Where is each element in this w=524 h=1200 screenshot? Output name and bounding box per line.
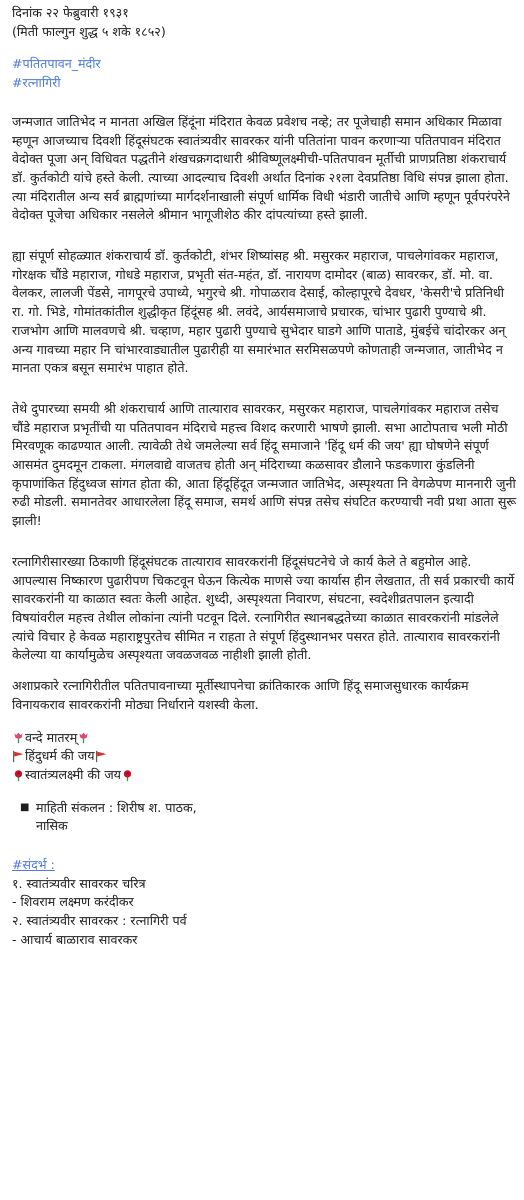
post-paragraph: तेथे दुपारच्या समयी श्री शंकराचार्य आणि तात्याराव सावरकर, मसुरकर महाराज, पाचलेगांवकर महाराज तसेच चौंडे महाराज प्रभृतींची या पतितपावन मंदिराचे महत्त्व विशद करणारी भाषणे झाली. सभा आटोपताच भली मोठी मिरवणूक काढण्यात आली. त्यावेळी तेथे जमलेल्या सर्व हिंदू समाजाने 'हिंदू धर्म की जय' ह्या घोषणेने संपूर्ण आसमंत दुमदमून टाकला. मंगलवाद्ये वाजतच होती अन् मंदिराच्या कळसावर डौलाने फडकणारा कुंडलिनी कृपाणांकित हिंदुध्वज सांगत होता की, आता हिंदूहिंदूत जन्मजात जातिभेद, अस्पृश्यता नि वेगळेपण माननारी जुनी रुढी मोडली. समानतेवर आधारलेला हिंदू समाज, समर्थ आणि संपन्न तसेच संघटित करण्याची नवी प्रथा आता सुरू झाली! [12,400,517,529]
slogan-vande-mataram [12,729,518,748]
tulip-icon [77,731,90,744]
rose-icon [12,769,25,782]
reference-line: - शिवराम लक्ष्मण करंदीकर [12,894,134,910]
slogan-hindudharma [12,747,518,766]
hashtag-list [12,55,518,92]
tulip-icon [12,731,25,744]
slogan-text: हिंदुधर्म की जय [25,748,95,764]
post-paragraph: रत्नागिरीसारख्या ठिकाणी हिंदूसंघटक तात्याराव सावरकरांनी हिंदूसंघटनेचे जे कार्य केले ते बहुमोल आहे. आपल्यास निष्कारण पुढारीपण चिकटवून घेऊन कित्येक माणसे ज्या कार्यास हीन लेखतात, ती सर्व प्रकारची कार्ये सावरकरांनी या काळात स्वतः केली आहेत. शुध्दी, अस्पृश्यता निवारण, संघटना, स्वदेशीव्रतपालन इत्यादी विषयांवरील महत्त्व तेथील लोकांना त्यांनी पटवून दिले. रत्नागिरीत स्थानबद्धतेच्या काळात सावरकरांनी मांडलेले त्यांचे विचार हे केवळ महाराष्ट्रपुरतेच सीमित न राहता ते संपूर्ण हिंदुस्थानभर पसरत होते. तात्याराव सावरकरांनी केलेल्या या कार्यामुळेच अस्पृश्यता जवळजवळ नाहीशी झाली होती. [12,553,515,663]
tithi-line: (मिती फाल्गुन शुद्ध ५ शके १८५२) [12,23,166,39]
triangular-flag-icon [95,750,108,763]
post-paragraph: ह्या संपूर्ण सोहळ्यात शंकराचार्य डॉ. कुर्तकोटी, शंभर शिष्यांसह श्री. मसुरकर महाराज, पाचलेगांवकर महाराज, गोरक्षक चौंडे महाराज, गोधडे महाराज, प्रभृती संत-महंत, डॉ. नारायण दामोदर (बाळ) सावरकर, डॉ. मो. वा. वेलकर, लालजी पेंडसे, नागपूरचे उपाध्ये, भगुरचे श्री. गोपाळराव देसाई, कोल्हापूरचे देवधर, 'केसरी'चे प्रतिनिधी रा. गो. भिडे, गोमांतकांतील शुद्धीकृत हिंदूंसह श्री. लवंदे, आर्यसमाजाचे प्रचारक, चांभार पुढारी पुण्याचे श्री. राजभोग आणि मालवणचे श्री. चव्हाण, महार पुढारी पुण्याचे सुभेदार घाडगे आणि पाताडे, मुंबईचे चांदोरकर अन् अन्य गावच्या महार नि चांभारवाड्यातील पुढारीही या समारंभात सरमिसळपणे कोणताही जन्मजात, जातीभेद न मानता एकत्र बसून समारंभ पाहात होते. [12,248,506,376]
bullet-icon: ■ [20,801,30,813]
hashtag-references[interactable]: #संदर्भ : [12,857,55,873]
slogan-list [12,729,518,785]
credit-line: माहिती संकलन : शिरीष श. पाठक, [36,799,197,815]
slogan-text: स्वातंत्र्यलक्ष्मी की जय [25,766,121,782]
credit-line: नासिक [36,818,68,834]
reference-line: २. स्वातंत्र्यवीर सावरकर : रत्नागिरी पर्व [12,913,187,929]
rose-icon [121,769,134,782]
hashtag-patitpavan-mandir[interactable]: #पतितपावन_मंदीर [12,56,101,72]
post-paragraph: अशाप्रकारे रत्नागिरीतील पतितपावनाच्या मूर्तीस्थापनेचा क्रांतिकारक आणि हिंदू समाजसुधारक कार्यक्रम विनायकराव सावरकरांनी मोठ्या निर्धाराने यशस्वी केला. [12,678,469,712]
date-line: दिनांक २२ फेब्रुवारी १९३१ [12,5,129,20]
reference-line: - आचार्य बाळाराव सावरकर [12,931,138,947]
slogan-swatantryalakshmi [12,766,518,785]
triangular-flag-icon [12,750,25,763]
post-header [12,4,518,41]
post-paragraph: जन्मजात जातिभेद न मानता अखिल हिंदूंना मंदिरात केवळ प्रवेशच नव्हे; तर पूजेचाही समान अधिकार मिळावा म्हणून आजच्याच दिवशी हिंदूसंघटक स्वातंत्र्यवीर सावरकर यांनी पतितांना पावन करणाऱ्या पतितपावन मंदिरात वेदोक्त पूजा अन् विधिवत पद्धतीने शंखचक्रगदाधारी श्रीविष्णूलक्ष्मीची-पतितपावन मूर्तीची प्राणप्रतिष्ठा शंकराचार्य डॉ. कुर्तकोटी यांचे हस्ते केली. त्याच्या आदल्याच दिवशी अर्थात दिनांक २१ला देवप्रतिष्ठा विधि संपन्न झाला होता. त्या मंदिरातील अन्य सर्व ब्राह्मणांच्या मार्गदर्शनाखाली संपूर्ण धार्मिक विधी भंडारी जातीचे आणि म्हणून पूर्वपरंपरेने वेदोक्त पूजेचा अधिकार नसलेले श्रीमान भागूजीशेठ कीर दांपत्यांच्या हस्ते झाली. [12,113,510,223]
reference-line: १. स्वातंत्र्यवीर सावरकर चरित्र [12,875,146,891]
compiler-credit [12,799,518,836]
slogan-text: वन्दे मातरम् [25,729,78,745]
references [12,856,518,950]
hashtag-ratnagiri[interactable]: #रत्नागिरी [12,75,61,91]
